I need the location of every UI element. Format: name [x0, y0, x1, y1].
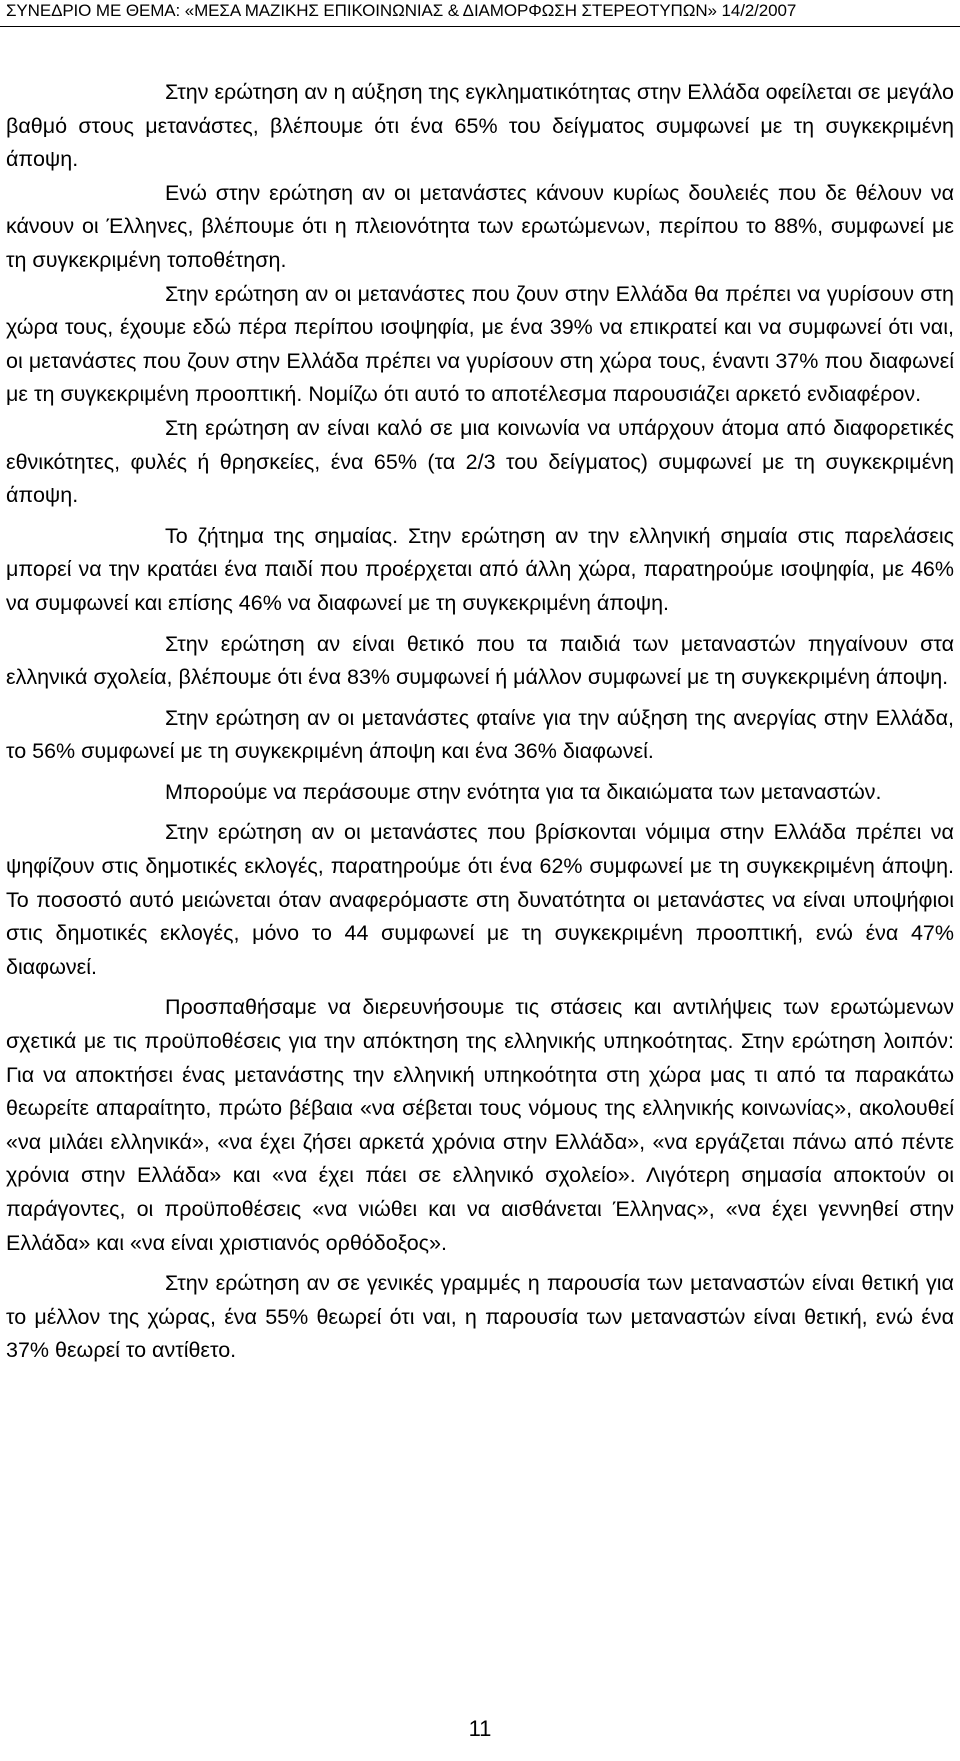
paragraph: Στη ερώτηση αν είναι καλό σε μια κοινωνία να υπάρχουν άτομα από διαφορετικές εθνικότητες, φυλές ή θρησκείες, ένα 65% (τα 2/3 του δείγματος) συμφωνεί με τη συγκεκριμένη άποψη.: [6, 415, 954, 508]
paragraph: Προσπαθήσαμε να διερευνήσουμε τις στάσεις και αντιλήψεις των ερωτώμενων σχετικά με τις προϋποθέσεις για την απόκτηση της ελληνικής υπηκοότητας. Στην ερώτηση λοιπόν: Για να αποκτήσει ένας μετανάστης την ελληνική υπηκοότητα στη χώρα μας τι από τα παρακάτω θεωρείτε απαραίτητο, πρώτο βέβαια «να σέβεται τους νόμους της ελληνικής κοινωνίας», ακολουθεί «να μιλάει ελληνικά», «να έχει ζήσει αρκετά χρόνια στην Ελλάδα», «να εργάζεται πάνω από πέντε χρόνια στην Ελλάδα» και «να έχει πάει σε ελληνικό σχολείο». Λιγότερη σημασία αποκτούν οι παράγοντες, οι προϋποθέσεις «να νιώθει και να αισθάνεται Έλληνας», «να έχει γεννηθεί στην Ελλάδα» και «να είναι χριστιανός ορθόδοξος».: [6, 995, 954, 1255]
header-title: ΣΥΝΕΔΡΙΟ ΜΕ ΘΕΜΑ: «ΜΕΣΑ ΜΑΖΙΚΗΣ ΕΠΙΚΟΙΝΩΝΙΑΣ & ΔΙΑΜΟΡΦΩΣΗ ΣΤΕΡΕΟΤΥΠΩΝ» 14/2/2007: [6, 1, 797, 20]
paragraph: Στην ερώτηση αν είναι θετικό που τα παιδιά των μεταναστών πηγαίνουν στα ελληνικά σχολεία, βλέπουμε ότι ένα 83% συμφωνεί ή μάλλον συμφωνεί με τη συγκεκριμένη άποψη.: [6, 631, 954, 690]
paragraph: Στην ερώτηση αν σε γενικές γραμμές η παρουσία των μεταναστών είναι θετική για το μέλλον της χώρας, ένα 55% θεωρεί ότι ναι, η παρουσία των μεταναστών είναι θετική, ενώ ένα 37% θεωρεί το αντίθετο.: [6, 1271, 954, 1363]
page-number: 11: [468, 1716, 492, 1741]
paragraph: Στην ερώτηση αν η αύξηση της εγκληματικότητας στην Ελλάδα οφείλεται σε μεγάλο βαθμό στους μετανάστες, βλέπουμε ότι ένα 65% του δείγματος συμφωνεί με τη συγκεκριμένη άποψη.: [6, 80, 954, 172]
paragraph: Μπορούμε να περάσουμε στην ενότητα για τα δικαιώματα των μεταναστών.: [165, 779, 882, 804]
paragraph: Το ζήτημα της σημαίας. Στην ερώτηση αν την ελληνική σημαία στις παρελάσεις μπορεί να την κρατάει ένα παιδί που προέρχεται από άλλη χώρα, παρατηρούμε ισοψηφία, με 46% να συμφωνεί και επίσης 46% να διαφωνεί με τη συγκεκριμένη άποψη.: [6, 523, 954, 615]
paragraph: Στην ερώτηση αν οι μετανάστες φταίνε για την αύξηση της ανεργίας στην Ελλάδα, το 56% συμφωνεί με τη συγκεκριμένη άποψη και ένα 36% διαφωνεί.: [6, 705, 954, 764]
paragraph: Στην ερώτηση αν οι μετανάστες που βρίσκονται νόμιμα στην Ελλάδα πρέπει να ψηφίζουν στις δημοτικές εκλογές, παρατηρούμε ότι ένα 62% συμφωνεί με τη συγκεκριμένη άποψη. Το ποσοστό αυτό μειώνεται όταν αναφερόμαστε στη δυνατότητα οι μετανάστες να είναι υποψήφιοι στις δημοτικές εκλογές, μόνο το 44 συμφωνεί με τη συγκεκριμένη προοπτική, ενώ ένα 47% διαφωνεί.: [6, 820, 954, 979]
paragraph: Ενώ στην ερώτηση αν οι μετανάστες κάνουν κυρίως δουλειές που δε θέλουν να κάνουν οι Έλληνες, βλέπουμε ότι η πλειονότητα των ερωτώμενων, περίπου το 88%, συμφωνεί με τη συγκεκριμένη τοποθέτηση.: [6, 180, 954, 272]
paragraph: Στην ερώτηση αν οι μετανάστες που ζουν στην Ελλάδα θα πρέπει να γυρίσουν στη χώρα τους, έχουμε εδώ πέρα περίπου ισοψηφία, με ένα 39% να επικρατεί και να συμφωνεί ότι ναι, οι μετανάστες που ζουν στην Ελλάδα πρέπει να γυρίσουν στη χώρα τους, έναντι 37% που διαφωνεί με τη συγκεκριμένη προοπτική. Νομίζω ότι αυτό το αποτέλεσμα παρουσιάζει αρκετό ενδιαφέρον.: [6, 281, 954, 407]
running-header: [0, 0, 960, 27]
document-body: [6, 76, 954, 1375]
